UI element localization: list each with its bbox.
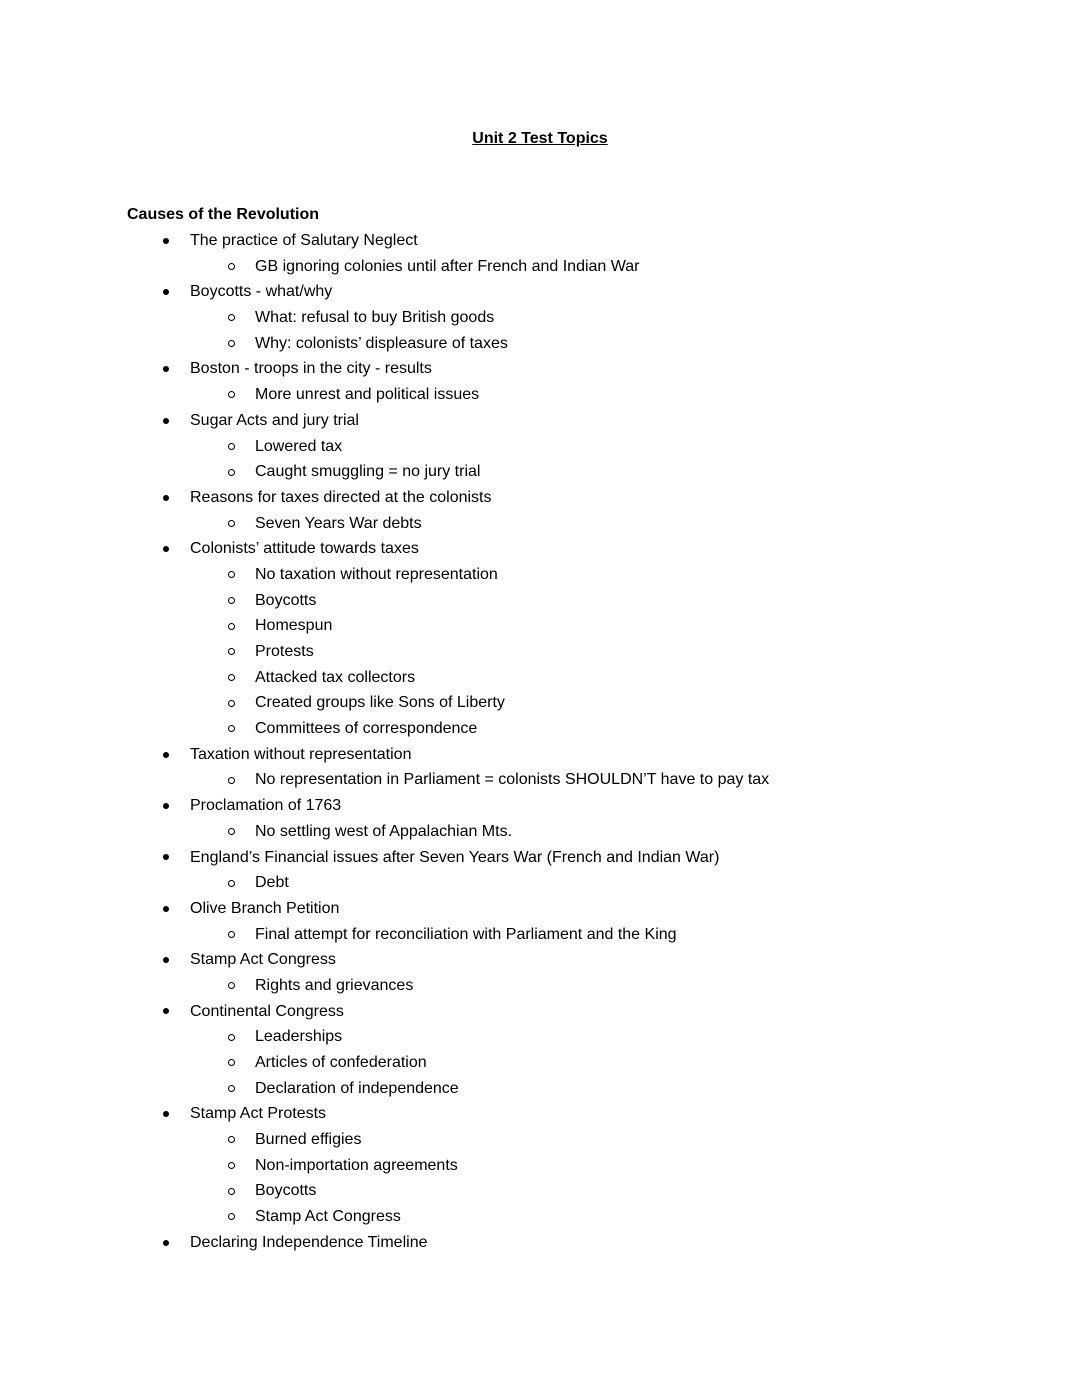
list-item-text: Stamp Act Protests [190, 1105, 327, 1123]
list-item [127, 356, 1080, 382]
list-item-text: Protests [255, 643, 314, 660]
filled-bullet-icon [163, 238, 190, 244]
filled-bullet-icon [163, 906, 190, 912]
sub-list-item [127, 716, 1080, 742]
sub-list-item [127, 434, 1080, 460]
hollow-bullet-icon [228, 828, 255, 835]
list-item [127, 947, 1080, 973]
sub-list-item [127, 690, 1080, 716]
hollow-bullet-icon [228, 597, 255, 604]
list-item [127, 793, 1080, 819]
hollow-bullet-icon [228, 391, 255, 398]
list-item [127, 896, 1080, 922]
hollow-bullet-icon [228, 1188, 255, 1195]
list-item-text: Boycotts [255, 591, 317, 609]
sub-list-item [127, 1204, 1080, 1230]
sub-list-item [127, 1127, 1080, 1153]
list-item [127, 1101, 1080, 1127]
filled-bullet-icon [163, 366, 190, 372]
list-item-text: Continental Congress [190, 1002, 344, 1020]
hollow-bullet-icon [228, 880, 255, 887]
filled-bullet-icon [163, 495, 190, 501]
sub-list-item [127, 819, 1080, 845]
hollow-bullet-icon [228, 648, 255, 655]
list-item-text: Taxation without representation [190, 745, 412, 763]
sub-list-item [127, 1050, 1080, 1076]
list-item-text: Boycotts - what/why [190, 283, 333, 301]
hollow-bullet-icon [228, 1213, 255, 1220]
document-title: Unit 2 Test Topics [472, 130, 608, 147]
list-item-text: Debt [255, 874, 289, 892]
list-item [127, 536, 1080, 562]
sub-list-item [127, 331, 1080, 357]
list-item-text: GB ignoring colonies until after French and Indian War [255, 257, 640, 275]
hollow-bullet-icon [228, 571, 255, 578]
list-item-text: More unrest and political issues [255, 386, 480, 404]
list-item-text: Reasons for taxes directed at the colonists [190, 488, 492, 506]
list-item-text: Declaration of independence [255, 1079, 459, 1097]
list-item-text: Olive Branch Petition [190, 899, 340, 917]
hollow-bullet-icon [228, 777, 255, 784]
list-item-text: Created groups like Sons of Liberty [255, 694, 505, 712]
list-item [127, 228, 1080, 254]
list-item-text: Seven Years War debts [255, 514, 422, 532]
list-item [127, 845, 1080, 871]
sub-list-item [127, 767, 1080, 793]
hollow-bullet-icon [228, 443, 255, 450]
filled-bullet-icon [163, 289, 190, 295]
list-item-text: England’s Financial issues after Seven Years War (French and Indian War) [190, 848, 720, 866]
sub-list-item [127, 1076, 1080, 1102]
list-item-text: Caught smuggling = no jury trial [255, 463, 481, 481]
list-item-text: Non-importation agreements [255, 1156, 458, 1174]
sub-list-item [127, 305, 1080, 331]
hollow-bullet-icon [228, 623, 255, 630]
filled-bullet-icon [163, 1008, 190, 1014]
sub-list-item [127, 665, 1080, 691]
topic-list [0, 228, 1080, 1256]
hollow-bullet-icon [228, 1162, 255, 1169]
hollow-bullet-icon [228, 1085, 255, 1092]
list-item [127, 485, 1080, 511]
hollow-bullet-icon [228, 931, 255, 938]
hollow-bullet-icon [228, 340, 255, 347]
sub-list-item [127, 254, 1080, 280]
list-item [127, 279, 1080, 305]
list-item-text: Attacked tax collectors [255, 668, 416, 686]
list-item-text: Sugar Acts and jury trial [190, 411, 359, 429]
filled-bullet-icon [163, 957, 190, 963]
list-item-text: Rights and grievances [255, 976, 414, 994]
list-item-text: No taxation without representation [255, 565, 498, 583]
list-item-text: What: refusal to buy British goods [255, 309, 495, 327]
list-item-text: Homespun [255, 617, 333, 635]
hollow-bullet-icon [228, 1136, 255, 1143]
section-heading: Causes of the Revolution [127, 206, 320, 223]
sub-list-item [127, 1153, 1080, 1179]
sub-list-item [127, 588, 1080, 614]
list-item-text: Committees of correspondence [255, 720, 478, 738]
sub-list-item [127, 613, 1080, 639]
sub-list-item [127, 562, 1080, 588]
hollow-bullet-icon [228, 520, 255, 527]
list-item-text: Colonists’ attitude towards taxes [190, 540, 419, 558]
hollow-bullet-icon [228, 674, 255, 681]
filled-bullet-icon [163, 546, 190, 552]
list-item [127, 999, 1080, 1025]
hollow-bullet-icon [228, 700, 255, 707]
list-item-text: Boston - troops in the city - results [190, 360, 432, 378]
list-item-text: Final attempt for reconciliation with Parliament and the King [255, 925, 677, 943]
list-item-text: Stamp Act Congress [190, 951, 336, 969]
filled-bullet-icon [163, 803, 190, 809]
list-item-text: Articles of confederation [255, 1054, 427, 1071]
list-item-text: Stamp Act Congress [255, 1208, 401, 1226]
list-item-text: Why: colonists’ displeasure of taxes [255, 334, 508, 352]
hollow-bullet-icon [228, 725, 255, 732]
list-item-text: Leaderships [255, 1028, 343, 1046]
list-item [127, 742, 1080, 768]
hollow-bullet-icon [228, 263, 255, 270]
sub-list-item [127, 511, 1080, 537]
list-item-text: Declaring Independence Timeline [190, 1233, 428, 1251]
list-item-text: No representation in Parliament = colonists SHOULDN’T have to pay tax [255, 771, 770, 789]
list-item-text: No settling west of Appalachian Mts. [255, 822, 513, 840]
hollow-bullet-icon [228, 1059, 255, 1066]
list-item-text: The practice of Salutary Neglect [190, 232, 418, 249]
sub-list-item [127, 922, 1080, 948]
sub-list-item [127, 1024, 1080, 1050]
sub-list-item [127, 382, 1080, 408]
sub-list-item [127, 459, 1080, 485]
filled-bullet-icon [163, 418, 190, 424]
hollow-bullet-icon [228, 1034, 255, 1041]
hollow-bullet-icon [228, 469, 255, 476]
filled-bullet-icon [163, 854, 190, 860]
hollow-bullet-icon [228, 314, 255, 321]
sub-list-item [127, 639, 1080, 665]
list-item-text: Lowered tax [255, 437, 343, 455]
hollow-bullet-icon [228, 982, 255, 989]
sub-list-item [127, 973, 1080, 999]
list-item-text: Proclamation of 1763 [190, 797, 342, 815]
filled-bullet-icon [163, 1111, 190, 1117]
list-item-text: Burned effigies [255, 1131, 362, 1149]
list-item [127, 1230, 1080, 1256]
list-item-text: Boycotts [255, 1182, 317, 1200]
filled-bullet-icon [163, 1240, 190, 1246]
list-item [127, 408, 1080, 434]
sub-list-item [127, 870, 1080, 896]
sub-list-item [127, 1178, 1080, 1204]
filled-bullet-icon [163, 752, 190, 758]
